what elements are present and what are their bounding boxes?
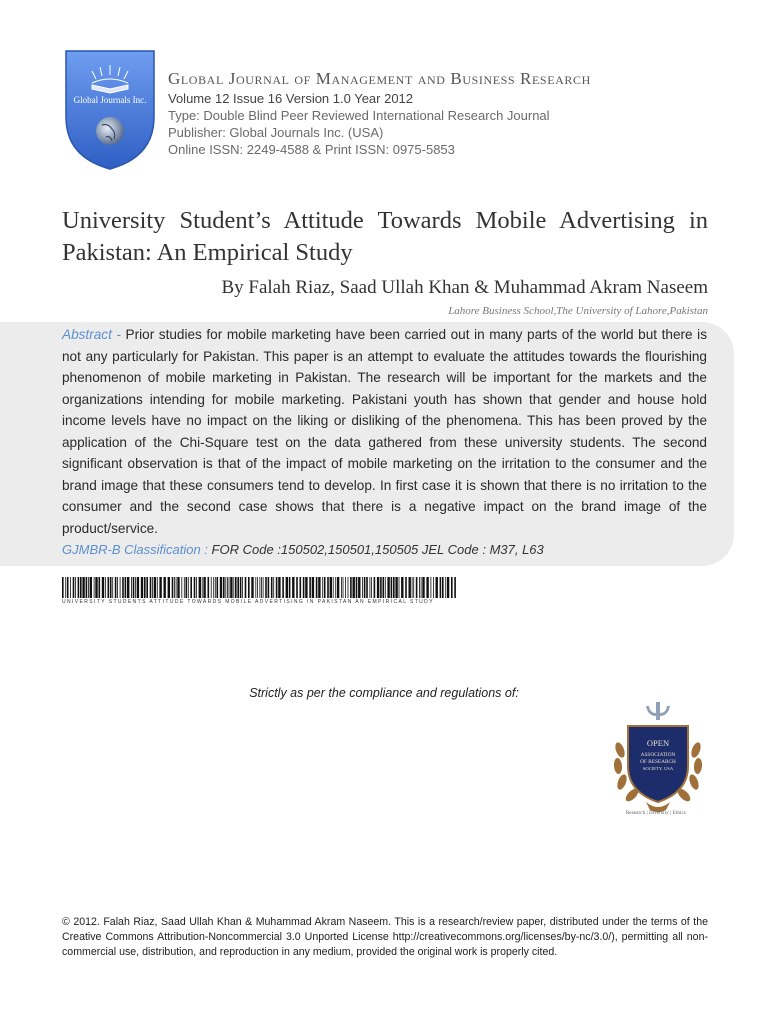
barcode-bar	[88, 577, 89, 598]
barcode-bar	[333, 577, 334, 598]
barcode-bar	[133, 577, 135, 598]
paper-affiliation: Lahore Business School,The University of Lahore,Pakistan	[448, 305, 708, 317]
barcode-bar	[271, 577, 273, 598]
barcode-bar	[276, 577, 278, 598]
barcode-bar	[289, 577, 291, 598]
journal-type-line: Type: Double Blind Peer Reviewed International Research Journal	[168, 108, 550, 123]
barcode-bar	[220, 577, 222, 598]
barcode-bar	[451, 577, 453, 598]
barcode-bar	[251, 577, 253, 598]
barcode-bar	[309, 577, 311, 598]
seal-line-3: OF RESEARCH	[640, 759, 676, 765]
classification-label: GJMBR-B Classification :	[62, 542, 208, 557]
barcode-bar	[362, 577, 363, 598]
barcode-bar	[137, 577, 139, 598]
barcode-bar	[188, 577, 189, 598]
barcode-bar	[377, 577, 379, 598]
barcode-bar	[196, 577, 197, 598]
barcode-bar	[120, 577, 121, 598]
barcode-bar	[159, 577, 161, 598]
barcode-bar	[208, 577, 210, 598]
barcode-bar	[426, 577, 428, 598]
barcode-bar	[248, 577, 250, 598]
barcode-bar	[374, 577, 376, 598]
barcode-bar	[356, 577, 358, 598]
abstract-label: Abstract -	[62, 327, 121, 342]
barcode-bar	[316, 577, 318, 598]
barcode-bar	[431, 577, 432, 598]
barcode-bar	[268, 577, 270, 598]
paper-title: University Student’s Attitude Towards Mobile Advertising in Pakistan: An Empirical Study	[62, 207, 708, 266]
barcode-bar	[203, 577, 205, 598]
journal-title: Global Journal of Management and Business Research	[168, 69, 591, 88]
abstract-body: Prior studies for mobile marketing have been carried out in many parts of the world but there is not any particularly for Pakistan. This paper is an attempt to evaluate the attitudes towards the flourishing phenomenon of mobile marketing in Pakistan. The research will be important for the markets and the organizations intending for mobile marketing. Pakistani youth has shown that gender and house hold income levels have no impact on the liking or disliking of the phenomena. This has been proved by the application of the Chi-Square test on the data gathered from these university students. The second significant observation is that of the impact of mobile marketing on the irritation to the consumer and the brand image that these consumers tend to develop. In first case it is shown that there is no irritation to the consumer and the second case shows that there is a negative impact on the brand image of the product/service.	[62, 327, 707, 536]
barcode-bar	[70, 577, 71, 598]
barcode-bar	[303, 577, 305, 598]
barcode-bar	[235, 577, 237, 598]
barcode-bar	[112, 577, 113, 598]
barcode-bar	[184, 577, 185, 598]
barcode-bar	[223, 577, 225, 598]
barcode-bar	[318, 577, 320, 598]
barcode-bar	[82, 577, 84, 598]
barcode-bar	[117, 577, 118, 598]
barcode-bar	[215, 577, 216, 598]
barcode-bar	[260, 577, 261, 598]
barcode-bar	[150, 577, 152, 598]
barcode-bar	[122, 577, 124, 598]
seal-line-4: SOCIETY, USA	[642, 766, 674, 771]
globe-icon	[96, 117, 124, 145]
barcode-bar	[442, 577, 444, 598]
barcode-bar	[440, 577, 442, 598]
barcode-bar	[433, 577, 434, 598]
barcode-bar	[115, 577, 117, 598]
barcode-bar	[229, 577, 230, 598]
barcode-bar	[242, 577, 243, 598]
barcode-bar	[341, 577, 342, 598]
barcode-bar	[65, 577, 66, 598]
barcode-bar	[80, 577, 82, 598]
barcode-bar	[255, 577, 256, 598]
barcode-bar	[278, 577, 280, 598]
barcode-bar	[211, 577, 212, 598]
barcode-bar	[447, 577, 449, 598]
barcode-bar	[99, 577, 101, 598]
barcode-bar	[401, 577, 403, 598]
barcode-bar	[261, 577, 262, 598]
abstract	[62, 324, 707, 539]
barcode-bar	[422, 577, 424, 598]
barcode-bar	[176, 577, 177, 598]
barcode-bar	[164, 577, 166, 598]
barcode-bar	[105, 577, 106, 598]
barcode-bar	[94, 577, 95, 598]
barcode-bar	[436, 577, 438, 598]
barcode-bar	[108, 577, 110, 598]
barcode-bar	[387, 577, 389, 598]
barcode-bar	[327, 577, 329, 598]
barcode-bar	[286, 577, 288, 598]
barcode-bar	[399, 577, 400, 598]
barcode-bar	[413, 577, 414, 598]
barcode-bar	[67, 577, 69, 598]
barcode-bar	[146, 577, 148, 598]
barcode-bar	[230, 577, 232, 598]
seal-line-1: OPEN	[646, 738, 670, 748]
barcode-bar	[405, 577, 407, 598]
copyright-notice: © 2012. Falah Riaz, Saad Ullah Khan & Muhammad Akram Naseem. This is a research/review paper, distributed under the terms of the Creative Commons Attribution-Noncommercial 3.0 Unported License http://creativecommons.org/licenses/by-nc/3.0/), permitting all non-commercial use, distribution, and reproduction in any medium, provided the original work is properly cited.	[62, 916, 708, 958]
barcode-bar	[370, 577, 371, 598]
barcode-bar	[353, 577, 355, 598]
barcode-bar	[263, 577, 264, 598]
barcode-bar	[364, 577, 366, 598]
barcode-bar	[366, 577, 368, 598]
barcode-bar	[127, 577, 129, 598]
barcode-bar	[154, 577, 156, 598]
barcode-bar	[409, 577, 411, 598]
barcode-bar	[181, 577, 182, 598]
barcode-bar	[350, 577, 352, 598]
barcode-bar	[152, 577, 153, 598]
barcode-bar	[62, 577, 64, 598]
barcode-bar	[73, 577, 75, 598]
barcode-bar	[174, 577, 175, 598]
barcode-bar	[135, 577, 136, 598]
barcode-bar	[391, 577, 393, 598]
global-journals-logo	[62, 45, 158, 173]
barcode-bar	[393, 577, 395, 598]
trident-icon	[646, 702, 670, 720]
classification	[62, 542, 544, 557]
barcode-bar	[358, 577, 360, 598]
barcode-bar	[454, 577, 456, 598]
barcode-bar	[125, 577, 127, 598]
barcode-bar	[371, 577, 372, 598]
barcode-bar	[110, 577, 112, 598]
barcode-bar	[416, 577, 418, 598]
barcode-bar	[419, 577, 420, 598]
barcode-bar	[190, 577, 192, 598]
barcode-bar	[202, 577, 203, 598]
barcode-bar	[380, 577, 382, 598]
barcode-bar	[385, 577, 386, 598]
barcode-bar	[131, 577, 132, 598]
barcode-bar	[335, 577, 336, 598]
barcode-bar	[168, 577, 170, 598]
barcode-bar	[240, 577, 242, 598]
barcode-bar	[292, 577, 294, 598]
classification-codes: FOR Code :150502,150501,150505 JEL Code : M37, L63	[211, 542, 544, 557]
barcode-bar	[257, 577, 258, 598]
barcode-bar	[282, 577, 284, 598]
barcode-bar	[172, 577, 174, 598]
barcode-bar	[245, 577, 247, 598]
barcode-bar	[95, 577, 97, 598]
barcode-bar	[312, 577, 314, 598]
barcode-bar	[330, 577, 332, 598]
compliance-statement: Strictly as per the compliance and regulations of:	[249, 686, 519, 700]
barcode-bar	[75, 577, 76, 598]
barcode-bar	[421, 577, 422, 598]
journal-issn-line: Online ISSN: 2249-4588 & Print ISSN: 0975-5853	[168, 142, 455, 157]
journal-volume-line: Volume 12 Issue 16 Version 1.0 Year 2012	[168, 91, 414, 106]
barcode-bar	[102, 577, 104, 598]
barcode-bar	[144, 577, 146, 598]
barcode-bar	[345, 577, 346, 598]
barcode-bar	[157, 577, 158, 598]
barcode-bar	[225, 577, 226, 598]
logo-text: Global Journals Inc.	[73, 95, 147, 105]
barcode-bar	[296, 577, 298, 598]
barcode-bar	[213, 577, 214, 598]
barcode-bar	[305, 577, 307, 598]
barcode-bar	[227, 577, 228, 598]
open-association-seal	[610, 700, 706, 824]
barcode-bar	[395, 577, 397, 598]
barcode-bar	[78, 577, 80, 598]
barcode-bar	[199, 577, 201, 598]
barcode-bar	[324, 577, 326, 598]
barcode-bar	[300, 577, 302, 598]
barcode-bar	[445, 577, 446, 598]
barcode-caption: UNIVERSITY STUDENTS ATTITUDE TOWARDS MOBILE ADVERTISING IN PAKISTAN AN EMPIRICAL STUDY	[62, 599, 434, 605]
barcode-bar	[217, 577, 219, 598]
barcode-bar	[412, 577, 413, 598]
journal-publisher-line: Publisher: Global Journals Inc. (USA)	[168, 125, 384, 140]
paper-authors: By Falah Riaz, Saad Ullah Khan & Muhammad Akram Naseem	[221, 277, 708, 298]
barcode-bar	[273, 577, 274, 598]
barcode-bar	[237, 577, 239, 598]
barcode-bar	[186, 577, 188, 598]
barcode-bar	[322, 577, 323, 598]
barcode-bar	[177, 577, 179, 598]
barcode-bar	[90, 577, 92, 598]
barcode-bar	[233, 577, 234, 598]
seal-line-2: ASSOCIATION	[640, 752, 676, 758]
barcode-bar	[194, 577, 196, 598]
barcode-bar	[86, 577, 88, 598]
barcode-bar	[343, 577, 344, 598]
barcode-bar	[141, 577, 143, 598]
barcode-bar	[348, 577, 349, 598]
seal-caption: Research | Diversity | Ethics	[626, 811, 686, 816]
barcode-bar	[383, 577, 385, 598]
barcode-bar	[337, 577, 339, 598]
barcode-bar	[265, 577, 267, 598]
